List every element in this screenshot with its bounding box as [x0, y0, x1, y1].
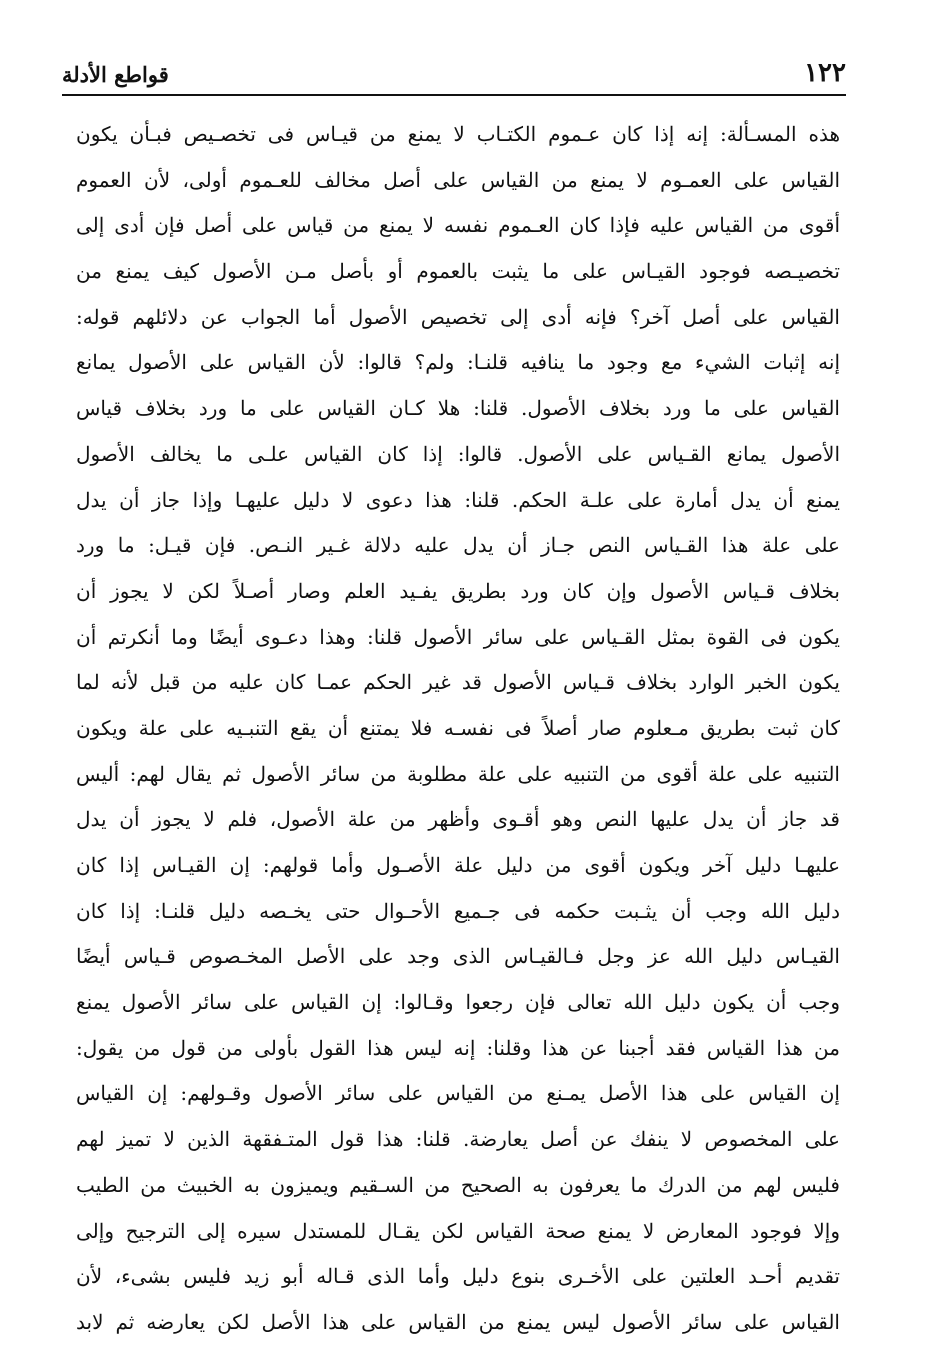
text-line: القياس على سائر الأصول ليس يمنع من القياس على هذا الأصل لكن يعارضه ثم لابد	[76, 1309, 840, 1334]
text-line: فليس لهم من الدرك ما يعرفون به الصحيح من السـقيم ويميزون به الخبيث من الطيب	[76, 1172, 840, 1197]
body-text	[76, 112, 840, 1346]
book-title: قواطع الأدلة	[62, 62, 169, 87]
text-line: تخصيـصه فوجود القيـاس على ما يثبت بالعموم أو بأصل مـن الأصول كيف يمنع من	[76, 259, 840, 284]
text-line: تقديم أحـد العلتين على الأخـرى بنوع دليل وأما الذى قـاله أبو زيد فليس بشىء، لأن	[76, 1264, 840, 1289]
text-line: قد جاز أن يدل عليها النص وهو أقـوى وأظهر من علة الأصول، فلم لا يجوز أن يدل	[76, 807, 840, 832]
text-line: القياس على العمـوم لا يمنع من القياس على أصل مخالف للعـموم أولى، لأن العموم	[76, 167, 840, 192]
text-line: إنه إثبات الشيء مع وجود ما ينافيه قلنـا: ولم؟ قالوا: لأن القياس على الأصول يمانع	[76, 350, 840, 375]
text-line: يمنع أن يدل أمارة على علـة الحكم. قلنا: هذا دعوى لا دليل عليهـا وإذا جاز أن يدل	[76, 487, 840, 512]
text-line: يكون فى القوة بمثل القـياس على سائر الأصول قلنا: وهذا دعـوى أيضًا وما أنكرتم أن	[76, 624, 840, 649]
text-line: القياس على أصل آخر؟ فإنه أدى إلى تخصيص الأصول أما الجواب عن دلائلهم قوله:	[76, 304, 840, 329]
page-number: ١٢٢	[804, 58, 846, 88]
text-line: التنبيه على علة أقوى من التنبيه على علة مطلوبة من سائر الأصول ثم يقال لهم: أليس	[76, 761, 840, 786]
text-line: كان ثبت بطريق مـعلوم صار أصلاً فى نفسـه فلا يمتنع أن يقع التنبـيه على علة ويكون	[76, 715, 840, 740]
text-line: عليهـا دليل آخر ويكون أقوى من دليل علة الأصـول وأما قولهم: إن القيـاس إذا كان	[76, 853, 840, 877]
text-line: أقوى من القياس عليه فإذا كان العـموم نفسه لا يمنع من قياس على أصل فإن أدى إلى	[76, 213, 840, 238]
text-line: القيـاس دليل الله عز وجل فـالقيـاس الذى وجد على الأصل المخـصوص قـياس أيضًا	[76, 944, 840, 969]
text-line: الأصول يمانع القـياس على الأصول. قالوا: إذا كان القياس علـى ما يخالف الأصول	[76, 441, 840, 466]
text-line: هذه المسـألة: إنه إذا كان عـموم الكتـاب لا يمنع من قيـاس فى تخصـيص فبـأن يكون	[76, 122, 840, 146]
text-line: على المخصوص لا ينفك عن أصل يعارضة. قلنا: هذا قول المتـفقهة الذين لا تميز لهم	[76, 1127, 840, 1152]
text-line: من هذا القياس فقد أجبنا عن هذا وقلنا: إنه ليس هذا القول بأولى من قول من يقول:	[76, 1035, 840, 1060]
text-line: القياس على ما ورد بخلاف الأصول. قلنا: هلا كـان القياس على ما ورد بخلاف قياس	[76, 396, 840, 421]
text-line: على علة هذا القـياس النص جـاز أن يدل عليه دلالة غـير النـص. فإن قيـل: ما ورد	[76, 533, 840, 558]
text-line: إن القياس على هذا الأصل يمـنع من القياس على سائر الأصول وقـولهم: إن القياس	[76, 1081, 840, 1106]
text-line: وجب أن يكون دليل الله تعالى فإن رجعوا وقـالوا: إن القياس على سائر الأصول يمنع	[76, 990, 840, 1015]
text-line: وإلا فوجود المعارض لا يمنع صحة القياس لكن يقـال للمستدل سيره إلى الترجيح وإلى	[76, 1218, 840, 1243]
text-line: بخلاف قـياس الأصول وإن كان ورد بطريق يفـيد العلم وصار أصـلاً لكن لا يجوز أن	[76, 578, 840, 603]
text-line: دليل الله وجب أن يثـبت حكمه فى جـميع الأحـوال حتى يخـصه دليل قلنـا: إذا كان	[76, 898, 840, 923]
text-line: يكون الخبر الوارد بخلاف قـياس الأصول قد غير الحكم عمـا كان عليه من قبل لأنه لما	[76, 670, 840, 695]
header-rule	[62, 94, 846, 96]
running-header	[62, 56, 846, 96]
